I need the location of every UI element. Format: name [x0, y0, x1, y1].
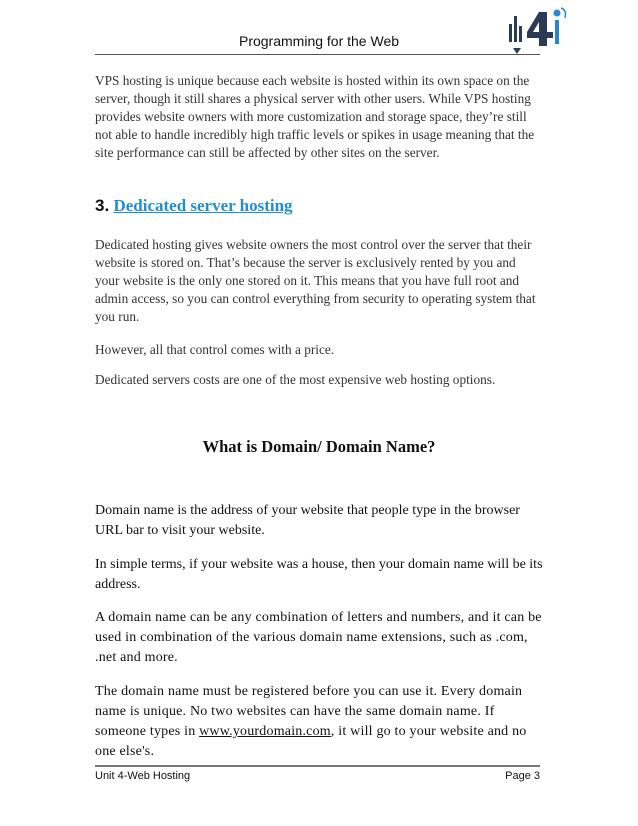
domain-definition-paragraph: Domain name is the address of your website that people type in the browser URL bar to visit your website.: [95, 503, 520, 538]
dedicated-hosting-link[interactable]: Dedicated server hosting: [113, 196, 293, 215]
footer-unit-label: Unit 4-Web Hosting: [95, 770, 191, 782]
register-paragraph: [95, 682, 543, 762]
combination-paragraph: A domain name can be any combination of letters and numbers, and it can be used in combination of the various domain name extensions, such as .com, .net and more.: [95, 610, 542, 665]
yourdomain-link[interactable]: www.yourdomain.com: [199, 724, 331, 739]
footer-divider: [95, 765, 540, 767]
heading-number: 3.: [95, 196, 110, 215]
domain-section-title: What is Domain/ Domain Name?: [202, 437, 436, 456]
register-text-start: The domain name must be registered before you can use it. Every domain name is unique. No two websites can have the same domain name. If someone types in: [95, 684, 523, 739]
vps-paragraph: VPS hosting is unique because each website is hosted within its own space on the server, though it still shares a physical server with other users. While VPS hosting provides website owners with more customization and storage space, they’re still not able to handle incredibly high traffic levels or spikes in usage meaning that the site performance can still be affected by other sites on the server.: [95, 73, 535, 160]
dedicated-intro-paragraph: Dedicated hosting gives website owners the most control over the server that their website is stored on. That’s because the server is exclusively rented by you and your website is the only one stored on it. This means that you have full root and admin access, so you can control everything from security to operating system that you run.: [95, 237, 536, 324]
header-divider: [95, 54, 540, 55]
price-paragraph: However, all that control comes with a price.: [95, 342, 335, 357]
expensive-paragraph: Dedicated servers costs are one of the most expensive web hosting options.: [95, 372, 496, 387]
page-header-title: Programming for the Web: [238, 33, 400, 49]
footer-page-number: Page 3: [505, 770, 540, 782]
register-text-end: , it will go to your website and no one else's.: [95, 724, 527, 759]
house-paragraph: In simple terms, if your website was a house, then your domain name will be its address.: [95, 557, 543, 592]
dedicated-hosting-heading: [95, 196, 293, 216]
4it-logo-icon: [505, 2, 577, 58]
